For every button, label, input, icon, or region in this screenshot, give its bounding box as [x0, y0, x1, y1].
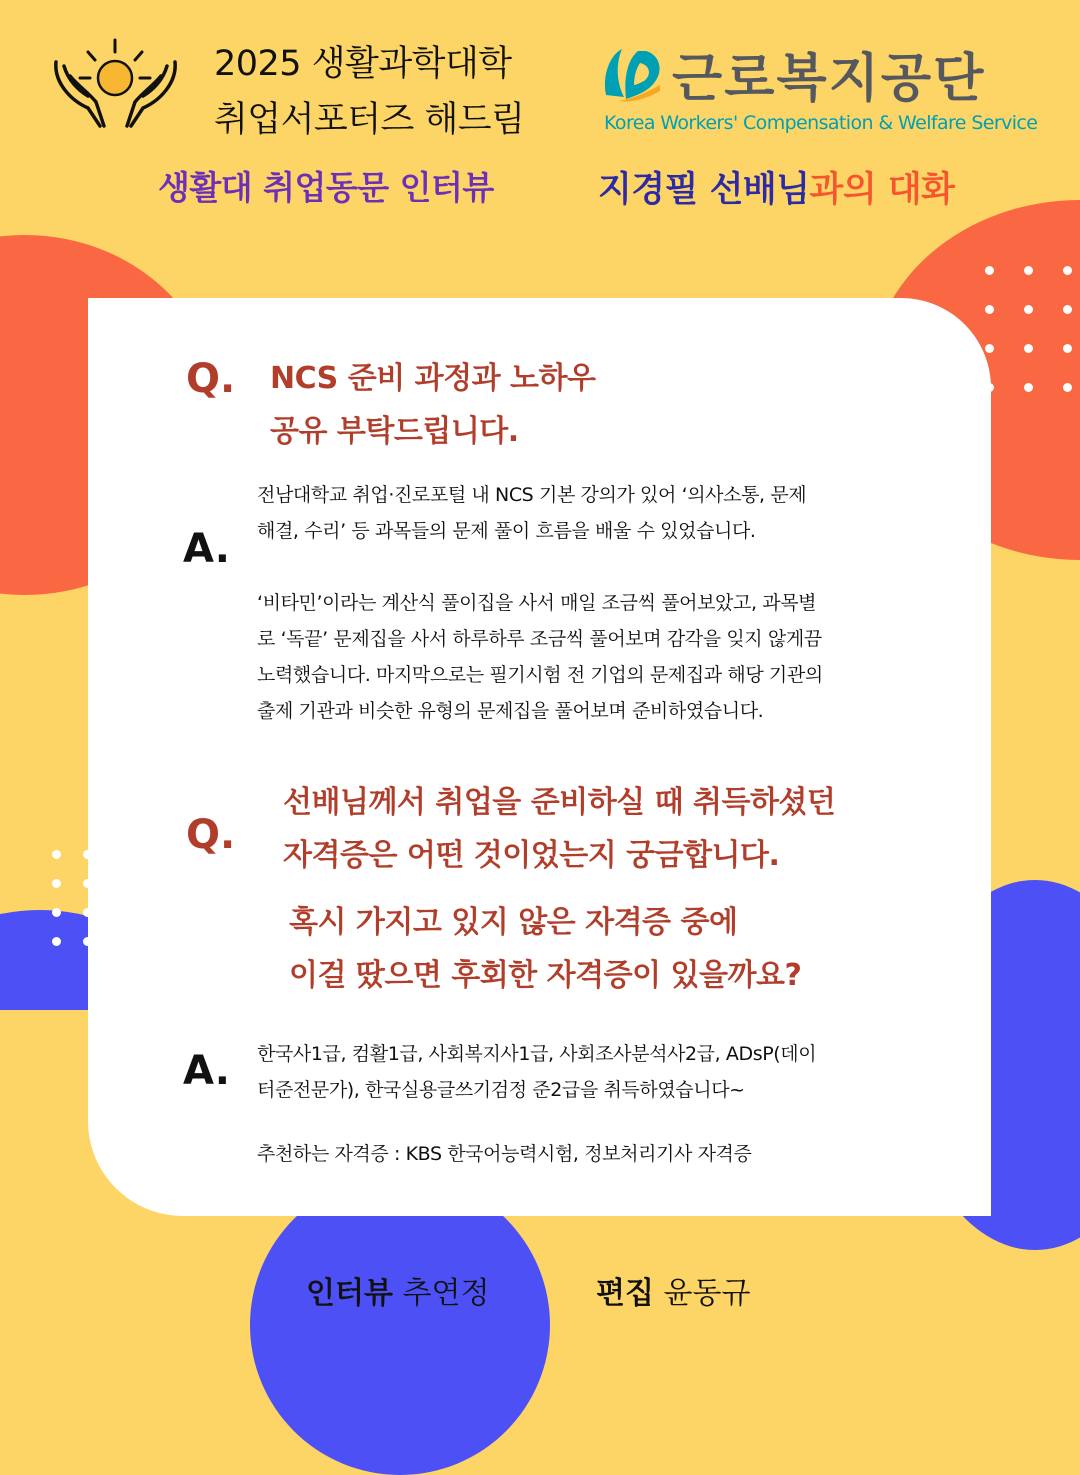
answer-1-paragraph-2	[257, 585, 917, 729]
comwel-logo-icon	[602, 45, 664, 103]
hands-sun-icon	[48, 30, 183, 130]
program-year-title: 2025 생활과학대학	[214, 44, 512, 84]
editor-credit	[596, 1268, 750, 1312]
interviewer-label: 인터뷰	[306, 1276, 393, 1311]
program-name-title: 취업서포터즈 해드림	[214, 100, 525, 140]
decorative-dots-right	[985, 266, 1072, 392]
answer-line: ‘비타민’이라는 계산식 풀이집을 사서 매일 조금씩 풀어보았고, 과목별	[257, 592, 817, 614]
answer-line: 전남대학교 취업·진로포털 내 NCS 기본 강의가 있어 ‘의사소통, 문제	[257, 484, 807, 506]
answer-mark-1: A.	[183, 526, 230, 572]
question-2-followup	[289, 896, 801, 1002]
answer-2-paragraph-1	[257, 1036, 917, 1108]
question-1-line-1: NCS 준비 과정과 노하우	[270, 361, 596, 396]
dialog-label: 과의 대화	[809, 170, 955, 210]
answer-line: 해결, 수리’ 등 과목들의 문제 풀이 흐름을 배울 수 있었습니다.	[257, 520, 756, 542]
answer-line: 터준전문가), 한국실용글쓰기검정 준2급을 취득하였습니다~	[257, 1079, 745, 1101]
answer-line: 한국사1급, 컴활1급, 사회복지사1급, 사회조사분석사2급, ADsP(데이	[257, 1043, 817, 1065]
answer-line: 출제 기관과 비슷한 유형의 문제집을 풀어보며 준비하였습니다.	[257, 700, 764, 722]
editor-name: 윤동규	[663, 1276, 751, 1311]
answer-2-paragraph-2	[257, 1136, 917, 1172]
question-1-line-2: 공유 부탁드립니다.	[270, 414, 519, 449]
answer-line: 노력했습니다. 마지막으로는 필기시험 전 기업의 문제집과 해당 기관의	[257, 664, 823, 686]
decorative-blue-circle-bottom	[250, 1175, 550, 1475]
interviewer-name: 추연정	[402, 1276, 490, 1311]
answer-1-paragraph-1	[257, 477, 917, 549]
interview-headline	[598, 162, 954, 212]
senior-name: 지경필 선배님	[598, 170, 810, 210]
question-2	[283, 776, 835, 882]
comwel-logo-name: 근로복지공단	[672, 49, 986, 109]
question-2-line-2: 자격증은 어떤 것이었는지 궁금합니다.	[283, 838, 780, 873]
comwel-logo-subtitle: Korea Workers' Compensation & Welfare Service	[604, 112, 1038, 134]
question-2-followup-line-1: 혹시 가지고 있지 않은 자격증 중에	[289, 905, 738, 940]
interview-series-subtitle: 생활대 취업동문 인터뷰	[158, 168, 494, 207]
answer-mark-2: A.	[183, 1048, 230, 1094]
question-2-followup-line-2: 이걸 땄으면 후회한 자격증이 있을까요?	[289, 958, 802, 993]
question-2-line-1: 선배님께서 취업을 준비하실 때 취득하셨던	[283, 785, 836, 820]
editor-label: 편집	[596, 1276, 654, 1311]
question-1	[270, 352, 595, 458]
decorative-dots-left	[52, 850, 92, 946]
answer-line: 추천하는 자격증 : KBS 한국어능력시험, 정보처리기사 자격증	[257, 1143, 752, 1165]
interviewer-credit	[306, 1268, 489, 1312]
answer-line: 로 ‘독끝’ 문제집을 사서 하루하루 조금씩 풀어보며 감각을 잊지 않게끔	[257, 628, 822, 650]
question-mark-1: Q.	[186, 356, 236, 402]
question-mark-2: Q.	[186, 812, 236, 858]
